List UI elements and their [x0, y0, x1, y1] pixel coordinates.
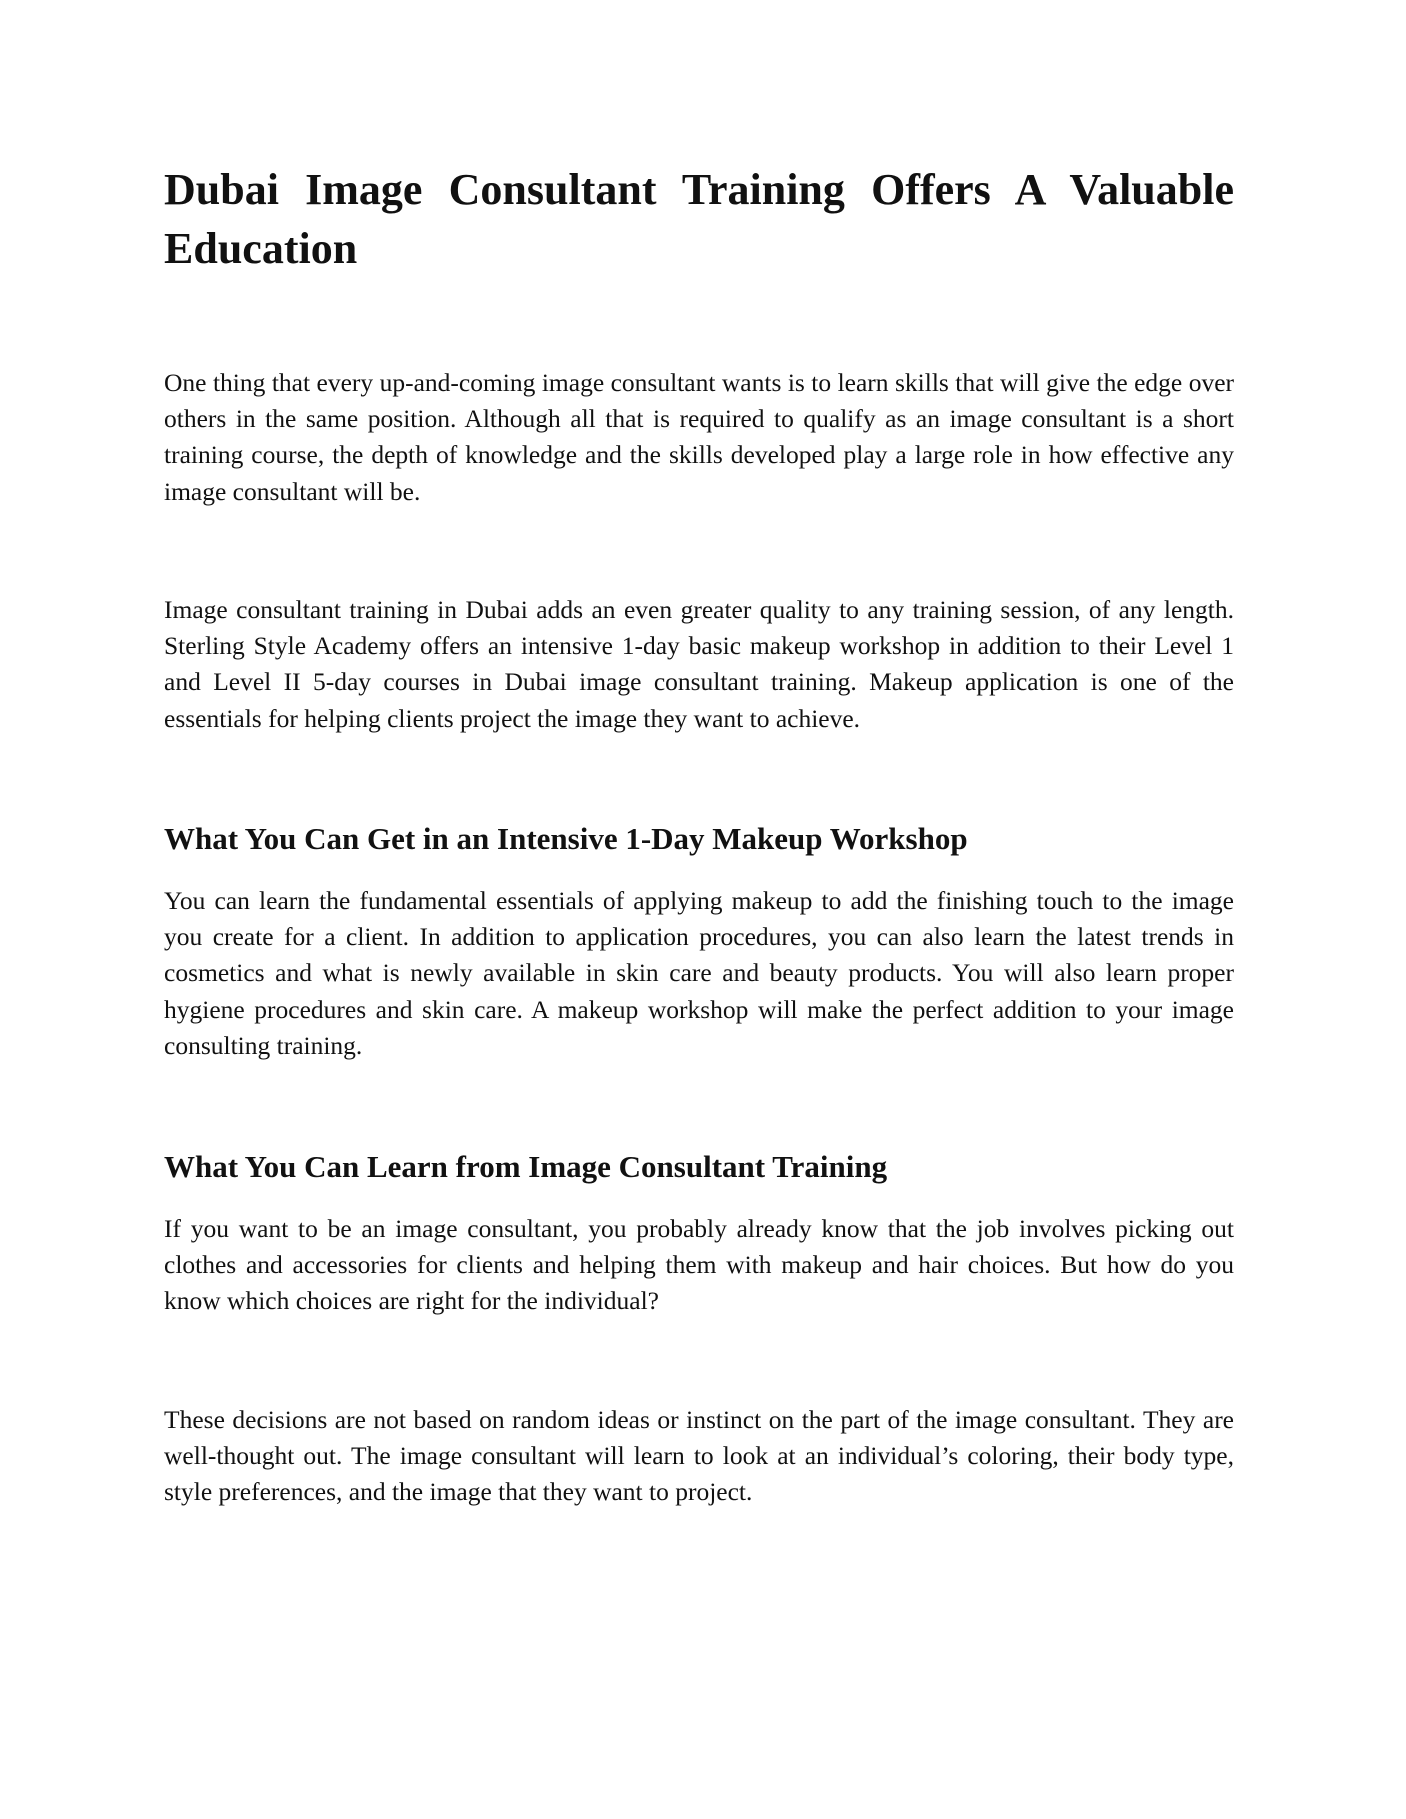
section-2-paragraph-1: If you want to be an image consultant, you probably already know that the job involves picking out clothes and accessories for clients and helping them with makeup and hair choices. But how do you know which choices are right for the individual? [164, 1214, 1234, 1316]
section-1-paragraph-1: You can learn the fundamental essentials of applying makeup to add the finishing touch to the image you create for a client. In addition to application procedures, you can also learn the latest trends in cosmetics and what is newly available in skin care and beauty products. You will also learn proper hygiene procedures and skin care. A makeup workshop will make the perfect addition to your image consulting training. [164, 886, 1234, 1060]
intro-paragraph-2: Image consultant training in Dubai adds an even greater quality to any training session, of any length. Sterling Style Academy offers an intensive 1-day basic makeup workshop in addition to their Level 1 and Level II 5-day courses in Dubai image consultant training. Makeup application is one of the essentials for helping clients project the image they want to achieve. [164, 595, 1234, 733]
intro-paragraph-1: One thing that every up-and-coming image consultant wants is to learn skills that will give the edge over others in the same position. Although all that is required to qualify as an image consultant is a short training course, the depth of knowledge and the skills developed play a large role in how effective any image consultant will be. [164, 368, 1234, 506]
section-2-paragraph-2: These decisions are not based on random ideas or instinct on the part of the image consultant. They are well-thought out. The image consultant will learn to look at an individual’s coloring, their body type, style preferences, and the image that they want to project. [164, 1405, 1234, 1507]
section-heading-consultant-training: What You Can Learn from Image Consultant Training [164, 1149, 888, 1184]
section-heading-makeup-workshop: What You Can Get in an Intensive 1-Day Makeup Workshop [164, 821, 968, 856]
document-title: Dubai Image Consultant Training Offers A Valuable Education [164, 165, 1234, 273]
